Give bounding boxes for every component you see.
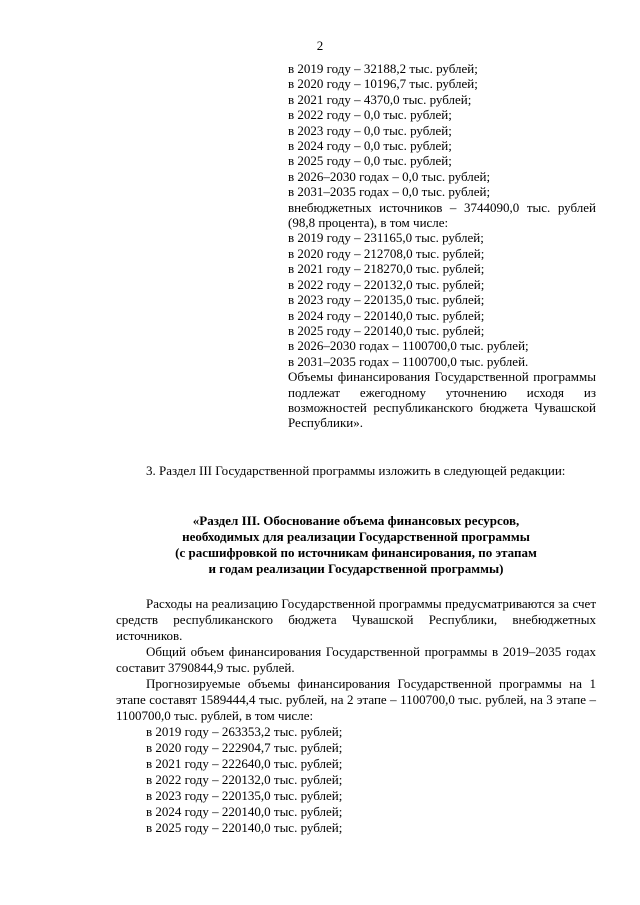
closing-paragraph: Объемы финансирования Государственной программы подлежат ежегодному уточнению исходя из возможностей республиканского бюджета Чувашской Республики». xyxy=(288,369,596,431)
heading-line-2: необходимых для реализации Государственной программы xyxy=(182,529,530,544)
line-2023-b: в 2023 году – 220135,0 тыс. рублей; xyxy=(288,292,485,308)
line-2019-b: в 2019 году – 231165,0 тыс. рублей; xyxy=(288,230,484,246)
line-2025-b: в 2025 году – 220140,0 тыс. рублей; xyxy=(288,322,485,338)
heading-line-3: (с расшифровкой по источникам финансирования, по этапам xyxy=(175,545,537,560)
page-number: 2 xyxy=(316,38,324,53)
line-2022-b: в 2022 году – 220132,0 тыс. рублей; xyxy=(288,276,485,292)
line-2021-b: в 2021 году – 218270,0 тыс. рублей; xyxy=(288,261,485,277)
line-2020-a: в 2020 году – 10196,7 тыс. рублей; xyxy=(288,76,478,92)
line-2026-2030-b: в 2026–2030 годах – 1100700,0 тыс. рублей; xyxy=(288,338,529,354)
extra-budget-sources: внебюджетных источников – 3744090,0 тыс. рублей (98,8 процента), в том числе: xyxy=(288,199,596,231)
heading-line-1: «Раздел III. Обоснование объема финансовых ресурсов, xyxy=(192,513,520,528)
line-2024-b: в 2024 году – 220140,0 тыс. рублей; xyxy=(288,307,485,323)
year-line-2021: в 2021 году – 222640,0 тыс. рублей; xyxy=(146,756,343,771)
line-2023-a: в 2023 году – 0,0 тыс. рублей; xyxy=(288,122,452,138)
line-2025-a: в 2025 году – 0,0 тыс. рублей; xyxy=(288,153,452,169)
year-line-2023: в 2023 году – 220135,0 тыс. рублей; xyxy=(146,788,343,803)
line-2021-a: в 2021 году – 4370,0 тыс. рублей; xyxy=(288,91,472,107)
paragraph-forecast: Прогнозируемые объемы финансирования Государственной программы на 1 этапе составят 1589444,4 тыс. рублей, на 2 этапе – 1100700,0 тыс. рублей, на 3 этапе – 1100700,0 тыс. рублей, в том числе: xyxy=(116,676,596,723)
heading-line-4: и годам реализации Государственной программы) xyxy=(208,561,504,576)
paragraph-expenses: Расходы на реализацию Государственной программы предусматриваются за счет средств республиканского бюджета Чувашской Республики, внебюджетных источников. xyxy=(116,596,596,643)
year-line-2024: в 2024 году – 220140,0 тыс. рублей; xyxy=(146,804,343,819)
section-body xyxy=(116,596,596,836)
section-heading xyxy=(116,513,596,577)
line-2031-2035-a: в 2031–2035 годах – 0,0 тыс. рублей; xyxy=(288,184,491,200)
line-2031-2035-b: в 2031–2035 годах – 1100700,0 тыс. рублей. xyxy=(288,353,529,369)
year-line-2022: в 2022 году – 220132,0 тыс. рублей; xyxy=(146,772,343,787)
line-2022-a: в 2022 году – 0,0 тыс. рублей; xyxy=(288,107,452,123)
line-2020-b: в 2020 году – 212708,0 тыс. рублей; xyxy=(288,245,485,261)
item-3-text: 3. Раздел III Государственной программы изложить в следующей редакции: xyxy=(146,463,566,478)
line-2024-a: в 2024 году – 0,0 тыс. рублей; xyxy=(288,138,452,154)
financing-column xyxy=(288,61,596,431)
line-2026-2030-a: в 2026–2030 годах – 0,0 тыс. рублей; xyxy=(288,168,491,184)
paragraph-total: Общий объем финансирования Государственной программы в 2019–2035 годах составит 3790844,9 тыс. рублей. xyxy=(116,644,596,675)
item-3 xyxy=(116,462,596,479)
line-2019-a: в 2019 году – 32188,2 тыс. рублей; xyxy=(288,61,478,76)
year-line-2019: в 2019 году – 263353,2 тыс. рублей; xyxy=(146,724,343,739)
year-line-2020: в 2020 году – 222904,7 тыс. рублей; xyxy=(146,740,343,755)
year-line-2025: в 2025 году – 220140,0 тыс. рублей; xyxy=(146,820,343,835)
